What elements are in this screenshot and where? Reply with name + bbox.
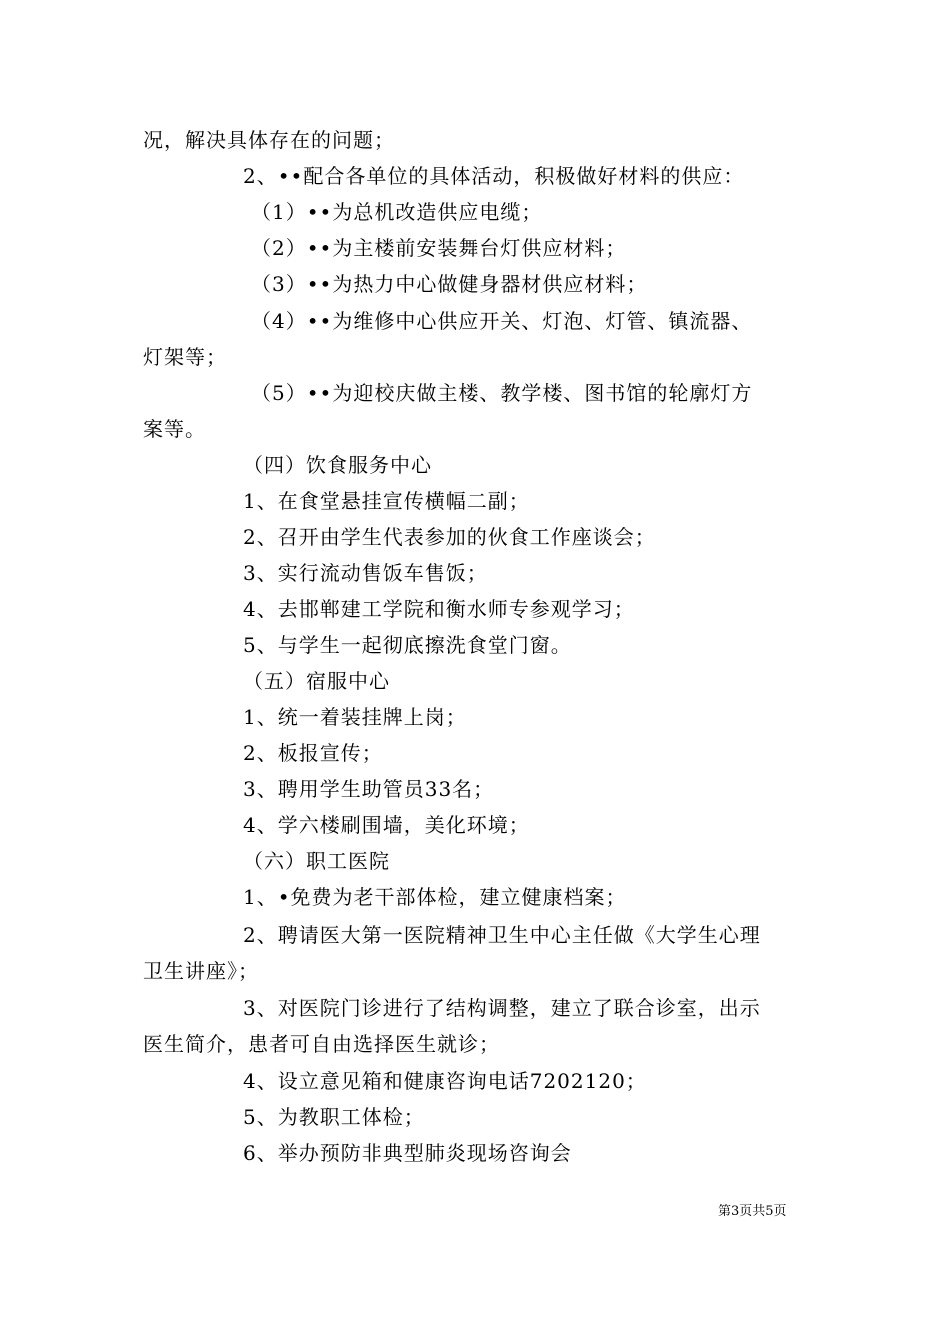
page-number-footer: 第3页共5页 bbox=[718, 1204, 787, 1219]
text-line: 3、聘用学生助管员33名； bbox=[243, 777, 495, 801]
text-line: 6、举办预防非典型肺炎现场咨询会 bbox=[243, 1141, 572, 1165]
text-line: （2）••为主楼前安装舞台灯供应材料； bbox=[251, 236, 627, 260]
section-heading: （六）职工医院 bbox=[243, 849, 390, 873]
text-line: 卫生讲座》； bbox=[143, 959, 259, 983]
text-line: 2、••配合各单位的具体活动，积极做好材料的供应： bbox=[243, 164, 745, 188]
text-line: （5）••为迎校庆做主楼、教学楼、图书馆的轮廓灯方 bbox=[251, 381, 753, 405]
text-line: 况，解决具体存在的问题； bbox=[143, 128, 395, 152]
section-heading: （四）饮食服务中心 bbox=[243, 453, 432, 477]
text-line: 4、学六楼刷围墙，美化环境； bbox=[243, 813, 530, 837]
text-line: 5、与学生一起彻底擦洗食堂门窗。 bbox=[243, 633, 572, 657]
text-line: 1、•免费为老干部体检，建立健康档案； bbox=[243, 885, 627, 909]
text-line: （4）••为维修中心供应开关、灯泡、灯管、镇流器、 bbox=[251, 309, 753, 333]
text-line: 5、为教职工体检； bbox=[243, 1105, 425, 1129]
text-line: 1、在食堂悬挂宣传横幅二副； bbox=[243, 489, 530, 513]
text-line: 4、设立意见箱和健康咨询电话7202120； bbox=[243, 1069, 647, 1093]
text-line: 2、召开由学生代表参加的伙食工作座谈会； bbox=[243, 525, 656, 549]
text-line: （1）••为总机改造供应电缆； bbox=[251, 200, 543, 224]
text-line: 4、去邯郸建工学院和衡水师专参观学习； bbox=[243, 597, 635, 621]
text-line: 2、聘请医大第一医院精神卫生中心主任做《大学生心理 bbox=[243, 923, 761, 947]
text-line: 2、板报宣传； bbox=[243, 741, 383, 765]
text-line: （3）••为热力中心做健身器材供应材料； bbox=[251, 272, 648, 296]
text-line: 1、统一着装挂牌上岗； bbox=[243, 705, 467, 729]
text-line: 医生简介，患者可自由选择医生就诊； bbox=[143, 1032, 500, 1056]
text-line: 灯架等； bbox=[143, 345, 227, 369]
section-heading: （五）宿服中心 bbox=[243, 669, 390, 693]
text-line: 3、实行流动售饭车售饭； bbox=[243, 561, 488, 585]
text-line: 案等。 bbox=[143, 417, 206, 441]
text-line: 3、对医院门诊进行了结构调整，建立了联合诊室，出示 bbox=[243, 996, 761, 1020]
